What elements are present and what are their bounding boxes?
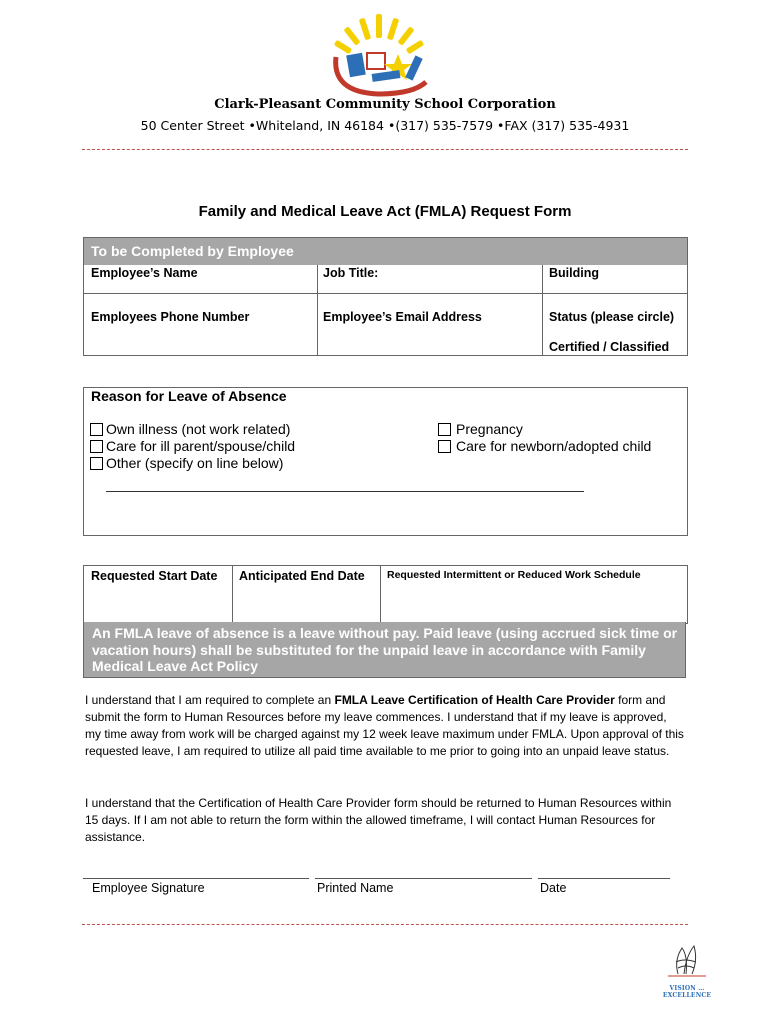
intermittent-schedule-field[interactable]: Requested Intermittent or Reduced Work Schedule [387, 569, 641, 581]
form-title: Family and Medical Leave Act (FMLA) Request Form [198, 203, 572, 220]
unpaid-leave-notice [83, 622, 686, 678]
organization-address: 50 Center Street •Whiteland, IN 46184 •(317) 535-7579 •FAX (317) 535-4931 [140, 118, 630, 133]
reason-section [83, 387, 688, 536]
option-own-illness[interactable] [90, 421, 290, 437]
checkbox-icon[interactable] [438, 423, 451, 436]
phone-field[interactable]: Employees Phone Number [91, 310, 250, 324]
vision-emblem-icon [654, 942, 720, 978]
start-date-field[interactable]: Requested Start Date [91, 569, 218, 583]
option-care-ill-family[interactable] [90, 438, 295, 454]
footer-vision-logo [654, 942, 720, 999]
organization-name: Clark-Pleasant Community School Corporation [214, 97, 556, 112]
other-specify-line[interactable] [106, 491, 584, 492]
row-divider [84, 293, 687, 294]
option-label: Care for newborn/adopted child [456, 438, 652, 454]
employee-section [83, 237, 688, 356]
acknowledgement-paragraph-2: I understand that the Certification of Health Care Provider form should be returned to Human Resources within 15 days. If I am not able to return the form within the allowed timeframe, I will contact Human Resources for assistance. [85, 796, 672, 844]
employee-signature-label: Employee Signature [92, 881, 205, 895]
employee-section-header-label: To be Completed by Employee [91, 243, 294, 259]
footer-logo-text: VISION … EXCELLENCE [662, 985, 712, 999]
option-pregnancy[interactable] [438, 421, 523, 437]
employee-section-header [84, 238, 687, 265]
column-divider [380, 566, 381, 623]
date-line[interactable] [538, 878, 670, 879]
printed-name-line[interactable] [315, 878, 532, 879]
option-label: Other (specify on line below) [106, 455, 284, 471]
reason-title: Reason for Leave of Absence [91, 388, 287, 404]
status-options[interactable]: Certified / Classified [549, 340, 670, 354]
status-field[interactable]: Status (please circle) [549, 310, 675, 324]
option-other[interactable] [90, 455, 283, 471]
building-field[interactable]: Building [549, 266, 599, 280]
dates-section [83, 565, 688, 624]
date-label: Date [540, 881, 567, 895]
option-label: Pregnancy [456, 421, 523, 437]
checkbox-icon[interactable] [438, 440, 451, 453]
column-divider [542, 265, 543, 355]
option-label: Own illness (not work related) [106, 421, 291, 437]
end-date-field[interactable]: Anticipated End Date [239, 569, 365, 583]
option-label: Care for ill parent/spouse/child [106, 438, 296, 454]
notice-text: An FMLA leave of absence is a leave without pay. Paid leave (using accrued sick time or vacation hours) shall be substituted for the unpaid leave in accordance with Family Medical Leave Act Policy [92, 625, 678, 674]
checkbox-icon[interactable] [90, 440, 103, 453]
column-divider [232, 566, 233, 623]
certification-form-name: FMLA Leave Certification of Health Care Provider [334, 693, 615, 707]
option-care-newborn[interactable] [438, 438, 651, 454]
header-divider [82, 149, 688, 150]
checkbox-icon[interactable] [90, 457, 103, 470]
employee-signature-line[interactable] [83, 878, 309, 879]
job-title-field[interactable]: Job Title: [323, 266, 379, 280]
email-field[interactable]: Employee’s Email Address [323, 310, 482, 324]
footer-divider [82, 924, 688, 925]
column-divider [317, 265, 318, 355]
acknowledgement-paragraph-1: I understand that I am required to complete an FMLA Leave Certification of Health Care Provider form and submit the form to Human Resources before my leave commences. I understand that if my leave is approved, my time away from work will be charged against my 12 week leave maximum under FMLA. Upon approval of this requested leave, I am required to utilize all paid time available to me prior to going into an unpaid leave status. [85, 693, 684, 758]
district-logo [318, 12, 442, 104]
employee-name-field[interactable]: Employee’s Name [91, 266, 198, 280]
checkbox-icon[interactable] [90, 423, 103, 436]
printed-name-label: Printed Name [317, 881, 394, 895]
